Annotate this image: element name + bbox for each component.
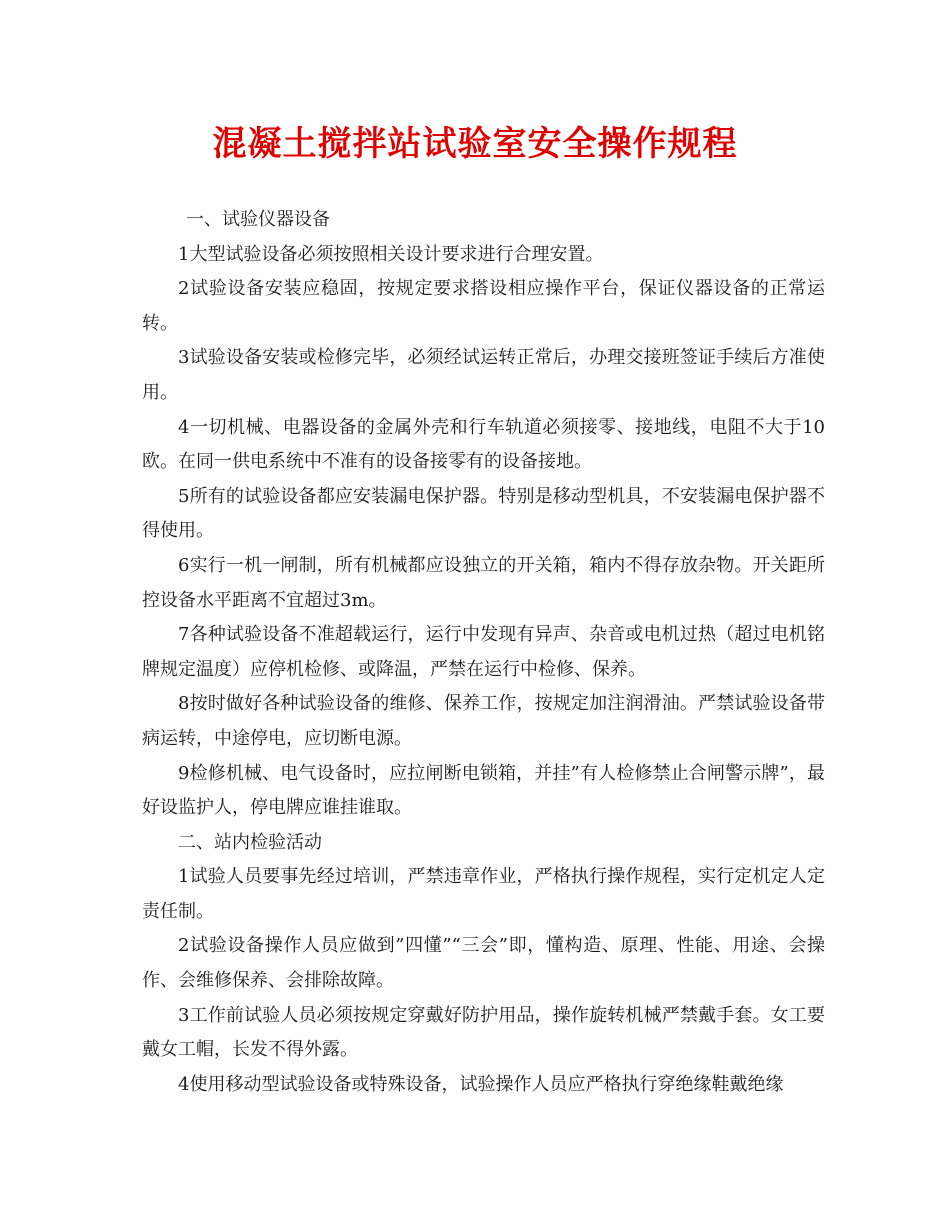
list-item: 9检修机械、电气设备时，应拉闸断电锁箱，并挂”有人检修禁止合闸警示牌”，最好设监护人，停电牌应谁挂谁取。 bbox=[142, 762, 825, 819]
list-item: 1试验人员要事先经过培训，严禁违章作业，严格执行操作规程，实行定机定人定责任制。 bbox=[142, 866, 825, 922]
list-item: 4一切机械、电器设备的金属外壳和行车轨道必须接零、接地线，电阻不大于10欧。在同一供电系统中不准有的设备接零有的设备接地。 bbox=[142, 416, 825, 473]
list-item: 3工作前试验人员必须按规定穿戴好防护用品，操作旋转机械严禁戴手套。女工要戴女工帽，长发不得外露。 bbox=[142, 1004, 825, 1061]
list-item: 7各种试验设备不准超载运行，运行中发现有异声、杂音或电机过热（超过电机铭牌规定温度）应停机检修、或降温，严禁在运行中检修、保养。 bbox=[142, 624, 825, 680]
list-item: 2试验设备操作人员应做到”四懂”“三会”即，懂构造、原理、性能、用途、会操作、会维修保养、会排除故障。 bbox=[142, 935, 825, 992]
list-item: 3试验设备安装或检修完毕，必须经试运转正常后，办理交接班签证手续后方准使用。 bbox=[142, 347, 825, 403]
document-body bbox=[142, 203, 825, 1102]
list-item: 8按时做好各种试验设备的维修、保养工作，按规定加注润滑油。严禁试验设备带病运转，中途停电，应切断电源。 bbox=[142, 693, 825, 749]
list-item: 4使用移动型试验设备或特殊设备，试验操作人员应严格执行穿绝缘鞋戴绝缘 bbox=[178, 1073, 784, 1095]
section-heading: 二、站内检验活动 bbox=[178, 831, 322, 853]
list-item: 5所有的试验设备都应安装漏电保护器。特别是移动型机具，不安装漏电保护器不得使用。 bbox=[142, 485, 825, 542]
section-heading: 一、试验仪器设备 bbox=[186, 209, 330, 230]
list-item: 1大型试验设备必须按照相关设计要求进行合理安置。 bbox=[178, 243, 604, 265]
document-title: 混凝土搅拌站试验室安全操作规程 bbox=[212, 124, 738, 164]
list-item: 6实行一机一闸制，所有机械都应设独立的开关箱，箱内不得存放杂物。开关距所控设备水平距离不宜超过3m。 bbox=[142, 554, 825, 611]
list-item: 2试验设备安装应稳固，按规定要求搭设相应操作平台，保证仪器设备的正常运转。 bbox=[142, 278, 825, 334]
